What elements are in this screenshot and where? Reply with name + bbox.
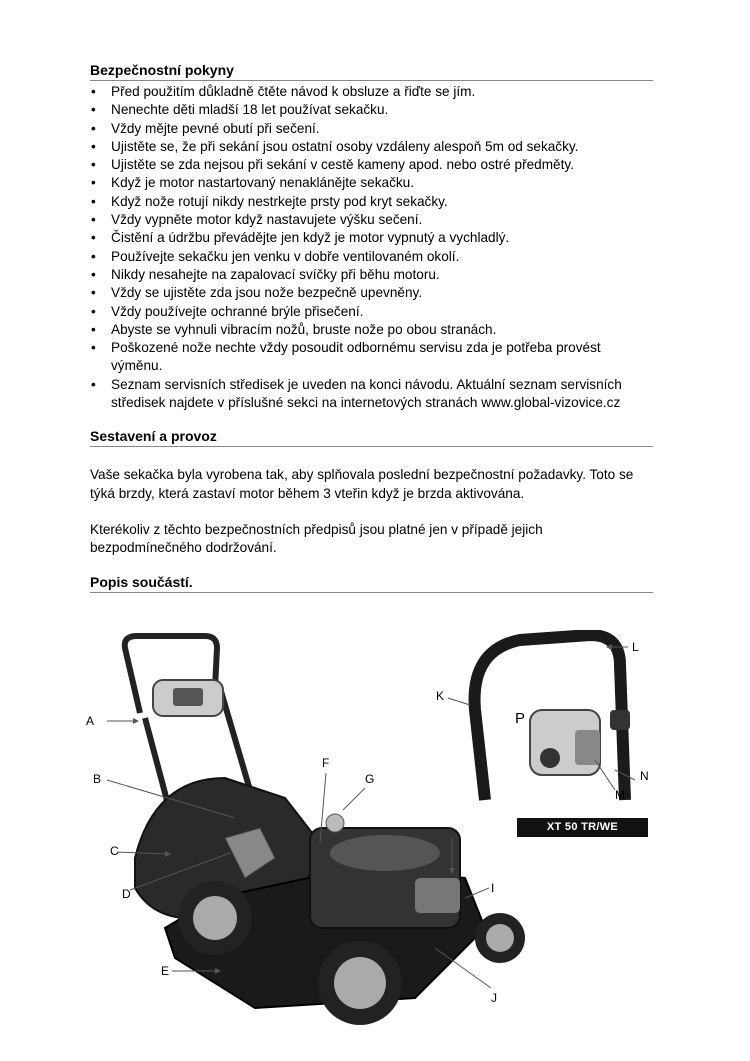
safety-item: • Vždy mějte pevné obutí při sečení. — [90, 120, 653, 138]
safety-item: • Ujistěte se zda nejsou při sekání v cestě kameny apod. nebo ostré předměty. — [90, 156, 653, 174]
safety-item: • Vždy používejte ochranné brýle přisečení. — [90, 303, 653, 321]
label-a: A — [86, 714, 95, 728]
safety-item: • Abyste se vyhnuli vibracím nožů, bruste nože po obou stranách. — [90, 321, 653, 339]
assembly-paragraph-2: Kterékoliv z těchto bezpečnostních předpisů jsou platné jen v případě jejich bezpodmínečného dodržování. — [90, 521, 543, 556]
safety-item: • Před použitím důkladně čtěte návod k obsluze a řiďte se jím. — [90, 83, 653, 101]
label-p: P — [515, 710, 526, 727]
assembly-heading: Sestavení a provoz — [90, 428, 653, 447]
safety-item: • Nikdy nesahejte na zapalovací svíčky při běhu motoru. — [90, 266, 653, 284]
safety-item: • Ujistěte se, že při sekání jsou ostatní osoby vzdáleny alespoň 5m od sekačky. — [90, 138, 653, 156]
safety-item: • Nenechte děti mladší 18 let používat sekačku. — [90, 101, 653, 119]
label-g: G — [365, 772, 375, 786]
label-k: K — [436, 689, 445, 703]
label-d: D — [122, 887, 131, 901]
safety-item: • Poškozené nože nechte vždy posoudit odbornému servisu zda je potřeba provést výměnu. — [90, 339, 653, 376]
safety-item: • Používejte sekačku jen venku v dobře ventilovaném okolí. — [90, 248, 653, 266]
label-e: E — [161, 964, 170, 978]
label-b: B — [93, 772, 102, 786]
document-page — [90, 62, 653, 593]
safety-item: • Vždy se ujistěte zda jsou nože bezpečně upevněny. — [90, 284, 653, 302]
label-j: J — [491, 991, 497, 1005]
label-n: N — [640, 769, 649, 783]
safety-item: • Když nože rotují nikdy nestrkejte prsty pod kryt sekačky. — [90, 193, 653, 211]
safety-item: • Když je motor nastartovaný nenaklánějte sekačku. — [90, 174, 653, 192]
safety-item: • Vždy vypněte motor když nastavujete výšku sečení. — [90, 211, 653, 229]
label-i: I — [491, 881, 495, 895]
safety-item: • Čistění a údržbu převádějte jen když je motor vypnutý a vychladlý. — [90, 229, 653, 247]
assembly-paragraph-1: Vaše sekačka byla vyrobena tak, aby splňovala poslední bezpečnostní požadavky. Toto se týká brzdy, která zastaví motor během 3 vteřin když je brzda aktivována. — [90, 467, 634, 501]
label-c: C — [110, 844, 119, 858]
model-label: XT 50 TR/WE — [517, 818, 648, 837]
label-m: M — [615, 788, 625, 802]
handle-detail-illustration — [430, 630, 660, 810]
safety-heading: Bezpečnostní pokyny — [90, 62, 653, 81]
parts-heading: Popis součástí. — [90, 574, 653, 593]
label-f: F — [322, 756, 330, 770]
label-l: L — [632, 640, 639, 654]
safety-item: • Seznam servisních středisek je uveden na konci návodu. Aktuální seznam servisních středisek najdete v příslušné sekci na internetových stranách www.global-vizovice.cz — [90, 376, 653, 413]
safety-list — [90, 83, 653, 412]
